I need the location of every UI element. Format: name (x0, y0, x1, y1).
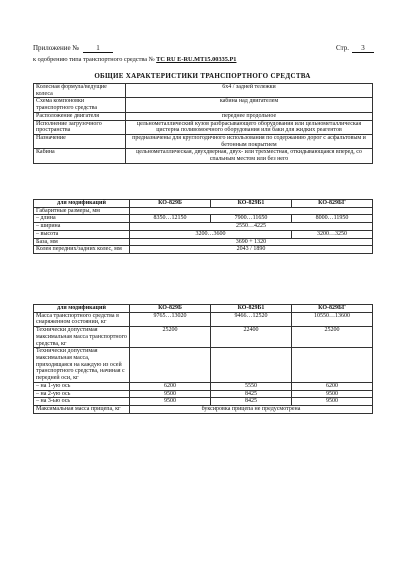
row-value: предназначены для круглогодичного использования по содержанию дорог с асфальтовым и бетонным покрытием (126, 135, 373, 149)
approval-prefix: к одобрению типа транспортного средства № (33, 56, 155, 63)
row-label: – ширина (34, 223, 130, 231)
row-label: Схема компоновки транспортного средства (34, 98, 126, 112)
table-header-row (34, 305, 373, 313)
row-label: – высота (34, 230, 130, 238)
cell-value: буксировка прицепа не предусмотрена (130, 406, 373, 414)
cell-value: 25200 (130, 327, 211, 348)
mod-header: КО-829Б (130, 305, 211, 313)
mod-header: КО-829БГ (292, 305, 373, 313)
appendix-label: Приложение № (33, 44, 79, 52)
cell-value: 3200…3600 (130, 230, 292, 238)
table-row (34, 120, 373, 134)
table-row (34, 246, 373, 254)
page-number: 3 (352, 44, 374, 53)
row-label: Технически допустимая максимальная масса, приходящаяся на каждую из осей транспортного средства, начиная с передней оси, кг (34, 348, 130, 383)
table-row (34, 406, 373, 414)
table-row (34, 327, 373, 348)
approval-number: TC RU E-RU.MT15.00335.P1 (156, 56, 237, 63)
approval-line (33, 56, 236, 63)
cell-value: 8425 (211, 390, 292, 398)
cell-value: 2043 / 1890 (130, 246, 373, 254)
cell-value: 2550…4225 (130, 223, 373, 231)
table-row (34, 312, 373, 326)
cell-value: 10550…13600 (292, 312, 373, 326)
cell-value: 3200…3250 (292, 230, 373, 238)
table-row (34, 135, 373, 149)
table-row (34, 398, 373, 406)
cell-value: 9500 (130, 390, 211, 398)
table-row (34, 98, 373, 112)
mod-header: КО-829Б1 (211, 200, 292, 208)
mod-header: КО-829Б1 (211, 305, 292, 313)
row-label: Технически допустимая максимальная масса транспортного средства, кг (34, 327, 130, 348)
table-row (34, 223, 373, 231)
appendix-number: 1 (83, 44, 113, 53)
cell-value: 22400 (211, 327, 292, 348)
table-row (34, 390, 373, 398)
page-number-header (336, 44, 374, 53)
table-row (34, 84, 373, 98)
table-row (34, 238, 373, 246)
cell-value: 9500 (292, 390, 373, 398)
cell-value: 9500 (292, 398, 373, 406)
table-header-row (34, 200, 373, 208)
row-value: кабина над двигателем (126, 98, 373, 112)
cell-value: 6200 (130, 382, 211, 390)
cell-value: 25200 (292, 327, 373, 348)
row-label: База, мм (34, 238, 130, 246)
table-row (34, 149, 373, 163)
row-label: – на 3-ью ось (34, 398, 130, 406)
row-label: Колесная формула/ведущие колеса (34, 84, 126, 98)
mod-header: КО-829БГ (292, 200, 373, 208)
row-label: Исполнение загрузочного пространства (34, 120, 126, 134)
cell-value: 9466…12520 (211, 312, 292, 326)
dimensions-table (33, 199, 373, 254)
row-label: Колея передних/задних колес, мм (34, 246, 130, 254)
table-row (34, 112, 373, 120)
row-label: – длина (34, 215, 130, 223)
cell-value: 5550 (211, 382, 292, 390)
table-row (34, 215, 373, 223)
row-value: цельнометаллическая, двухдверная, двух- или трехместная, откидывающаяся вперед, со спальным местом или без него (126, 149, 373, 163)
cell-value: 3690 + 1320 (130, 238, 373, 246)
row-label: – на 1-ую ось (34, 382, 130, 390)
cell-value: 9765…13020 (130, 312, 211, 326)
page-label: Стр. (336, 44, 349, 52)
row-label: – на 2-ую ось (34, 390, 130, 398)
cell-value: 6200 (292, 382, 373, 390)
row-value: 6х4 / задней тележки (126, 84, 373, 98)
mod-label: для модификаций (34, 200, 130, 208)
row-label: Масса транспортного средства в снаряженном состоянии, кг (34, 312, 130, 326)
table-row (34, 348, 373, 383)
row-label: Габаритные размеры, мм (34, 207, 130, 215)
cell-value: 7900…11650 (211, 215, 292, 223)
general-characteristics-table (33, 83, 373, 164)
page-title: ОБЩИЕ ХАРАКТЕРИСТИКИ ТРАНСПОРТНОГО СРЕДСТВА (94, 72, 311, 80)
row-label: Назначение (34, 135, 126, 149)
mod-label: для модификаций (34, 305, 130, 313)
row-label: Расположение двигателя (34, 112, 126, 120)
row-label: Кабина (34, 149, 126, 163)
table-row (34, 230, 373, 238)
mod-header: КО-829Б (130, 200, 211, 208)
row-value: переднее продольное (126, 112, 373, 120)
cell-value: 8350…12150 (130, 215, 211, 223)
cell-value: 9500 (130, 398, 211, 406)
cell-value: 8425 (211, 398, 292, 406)
appendix-header (33, 44, 113, 53)
row-label: Максимальная масса прицепа, кг (34, 406, 130, 414)
mass-table (33, 304, 373, 414)
row-value: цельнометаллический кузов разбрасывающего оборудования или цельнометаллическая цистерна поливомоечного оборудования или баки для жидких реагентов (126, 120, 373, 134)
table-row (34, 382, 373, 390)
table-row (34, 207, 373, 215)
cell-value: 8000…11950 (292, 215, 373, 223)
